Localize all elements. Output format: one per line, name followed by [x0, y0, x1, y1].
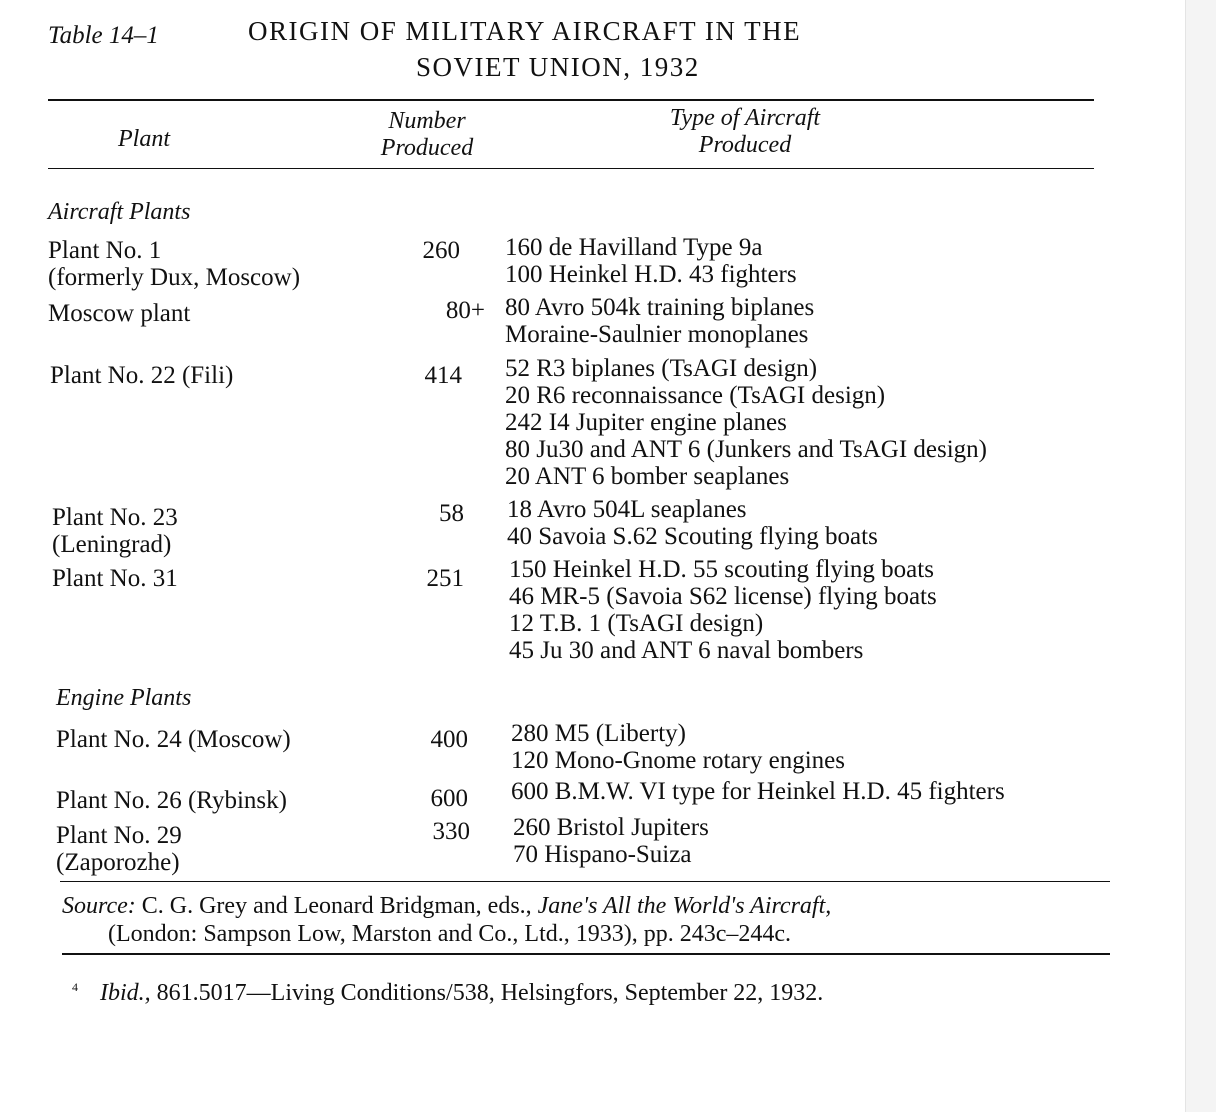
aircraft-types: [507, 496, 878, 550]
plant-name: Moscow plant: [48, 300, 191, 327]
table-source: [62, 892, 831, 948]
type-line: 18 Avro 504L seaplanes: [507, 496, 747, 523]
aircraft-types: [513, 814, 709, 868]
scrollbar[interactable]: [1185, 0, 1216, 1112]
top-rule: [48, 99, 1094, 101]
type-line: 242 I4 Jupiter engine planes: [505, 409, 787, 436]
header-rule: [48, 168, 1094, 169]
header-number-line1: Number: [388, 108, 466, 134]
aircraft-types: [505, 355, 987, 490]
footnote-marker: 4: [72, 980, 78, 994]
section-aircraft-plants: Aircraft Plants: [48, 199, 191, 225]
plant-location: (Zaporozhe): [56, 849, 180, 876]
footnote-ibid: Ibid.,: [100, 980, 151, 1006]
source-rule: [60, 881, 1110, 882]
section-engine-plants: Engine Plants: [56, 685, 192, 711]
header-type: [640, 105, 850, 159]
footnote: [72, 980, 823, 1007]
type-line: 100 Heinkel H.D. 43 fighters: [505, 261, 797, 288]
table-label: Table 14–1: [48, 22, 159, 49]
plant-name: Plant No. 23: [52, 504, 178, 531]
header-number: [372, 108, 482, 162]
type-line: 70 Hispano-Suiza: [513, 841, 692, 868]
header-number-line2: Produced: [380, 135, 474, 161]
number-produced: 80+: [445, 297, 485, 324]
type-line: 120 Mono-Gnome rotary engines: [511, 747, 845, 774]
type-line: 40 Savoia S.62 Scouting flying boats: [507, 523, 878, 550]
type-line: 150 Heinkel H.D. 55 scouting flying boats: [509, 556, 934, 583]
number-produced: 414: [424, 362, 462, 389]
type-line: 45 Ju 30 and ANT 6 naval bombers: [509, 637, 864, 664]
bottom-rule: [62, 953, 1110, 955]
plant-name: Plant No. 1: [48, 237, 162, 264]
table-row-plant: [56, 726, 291, 753]
source-line1: [62, 892, 831, 920]
table-row-plant: [48, 300, 190, 327]
source-line2: (London: Sampson Low, Marston and Co., Ltd., 1933), pp. 243c–244c.: [108, 921, 792, 947]
header-type-line2: Produced: [698, 132, 792, 158]
header-plant: Plant: [118, 126, 170, 152]
source-work: Jane's All the World's Aircraft,: [537, 893, 832, 919]
table-row-plant: [56, 822, 182, 876]
type-line: Moraine-Saulnier monoplanes: [505, 321, 809, 348]
number-produced: 330: [432, 818, 470, 845]
table-row-plant: [48, 237, 300, 291]
plant-name: Plant No. 26 (Rybinsk): [56, 787, 287, 814]
type-line: 160 de Havilland Type 9a: [505, 234, 763, 261]
type-line: 52 R3 biplanes (TsAGI design): [505, 355, 818, 382]
number-produced: 58: [439, 500, 464, 527]
aircraft-types: [505, 294, 814, 348]
table-row-plant: [56, 787, 287, 814]
table-row-plant: [52, 565, 178, 592]
table-title-line2: SOVIET UNION, 1932: [416, 52, 700, 82]
source-label: Source:: [62, 893, 136, 919]
aircraft-types: [511, 778, 1005, 805]
table-row-plant: [50, 362, 233, 389]
aircraft-types: [511, 720, 845, 774]
footnote-text: 861.5017—Living Conditions/538, Helsingfors, September 22, 1932.: [156, 980, 824, 1006]
aircraft-types: [509, 556, 937, 664]
number-produced: 251: [426, 565, 464, 592]
type-line: 20 ANT 6 bomber seaplanes: [505, 463, 790, 490]
plant-name: Plant No. 29: [56, 822, 182, 849]
type-line: 12 T.B. 1 (TsAGI design): [509, 610, 764, 637]
plant-location: (formerly Dux, Moscow): [48, 264, 301, 291]
plant-location: (Leningrad): [52, 531, 172, 558]
type-line: 280 M5 (Liberty): [511, 720, 686, 747]
type-line: 46 MR-5 (Savoia S62 license) flying boats: [509, 583, 937, 610]
type-line: 20 R6 reconnaissance (TsAGI design): [505, 382, 886, 409]
type-line: 80 Avro 504k training biplanes: [505, 294, 815, 321]
number-produced: 260: [422, 237, 460, 264]
number-produced: 400: [430, 726, 468, 753]
type-line: 600 B.M.W. VI type for Heinkel H.D. 45 fighters: [511, 778, 1005, 805]
number-produced: 600: [430, 785, 468, 812]
plant-name: Plant No. 31: [52, 565, 178, 592]
aircraft-types: [505, 234, 797, 288]
header-type-line1: Type of Aircraft: [669, 105, 821, 131]
table-title: ORIGIN OF MILITARY AIRCRAFT IN THE: [248, 16, 802, 46]
plant-name: Plant No. 22 (Fili): [50, 362, 234, 389]
source-authors: C. G. Grey and Leonard Bridgman, eds.,: [141, 893, 532, 919]
type-line: 80 Ju30 and ANT 6 (Junkers and TsAGI design): [505, 436, 988, 463]
table-row-plant: [52, 504, 178, 558]
type-line: 260 Bristol Jupiters: [513, 814, 709, 841]
plant-name: Plant No. 24 (Moscow): [56, 726, 291, 753]
